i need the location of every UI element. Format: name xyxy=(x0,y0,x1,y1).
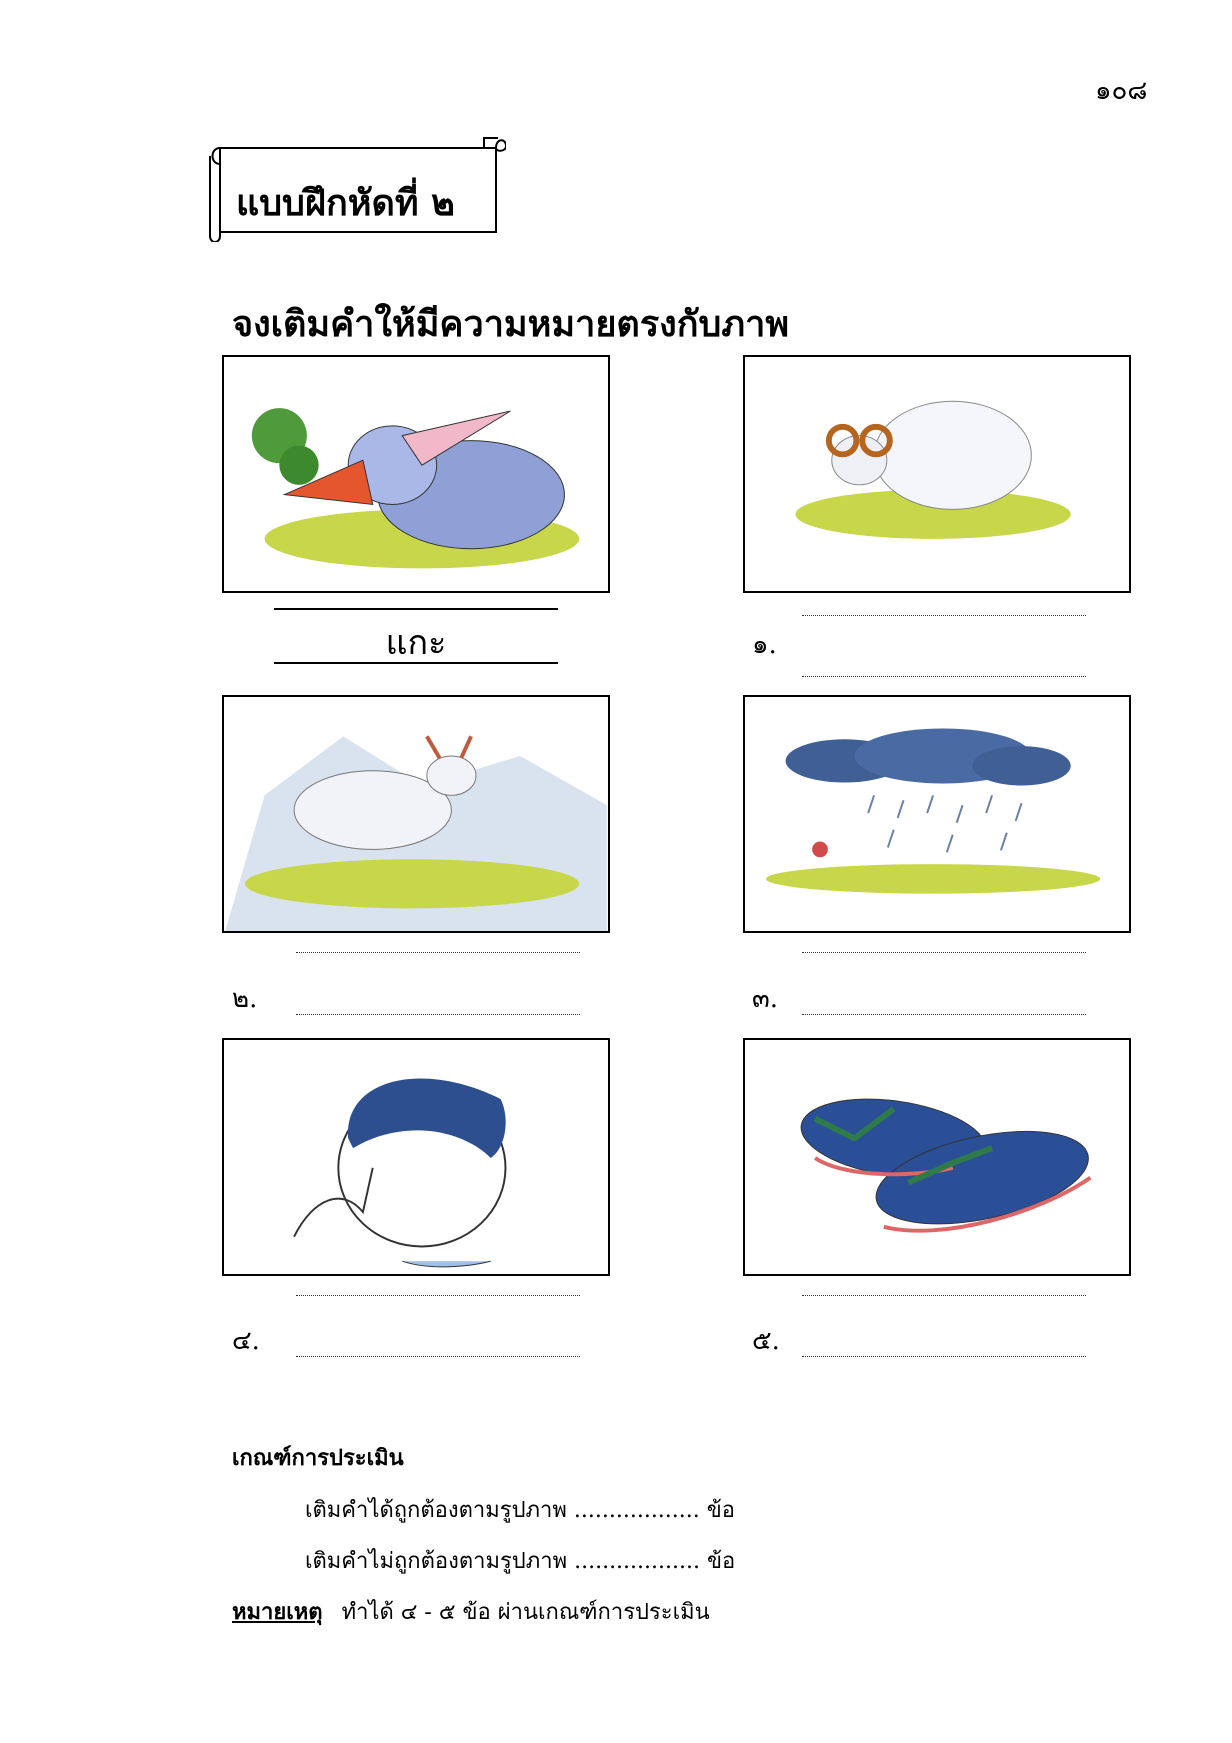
picture-frame-rabbit xyxy=(222,355,610,593)
answer-bottom-line xyxy=(274,662,558,664)
picture-frame-goat xyxy=(222,695,610,933)
answer-dotted-line xyxy=(802,615,1086,616)
page-number: ๑๐๘ xyxy=(1095,76,1148,106)
item-number-2: ๒. xyxy=(232,984,258,1014)
item-number-1: ๑. xyxy=(752,630,777,660)
example-answer: แกะ xyxy=(385,623,447,663)
evaluation-note xyxy=(232,1594,710,1629)
goat-illustration xyxy=(224,697,608,931)
item-number-3: ๓. xyxy=(752,984,779,1014)
exercise-title-banner xyxy=(206,136,506,242)
answer-field-1[interactable] xyxy=(802,676,1086,677)
slippers-illustration xyxy=(745,1040,1129,1274)
picture-frame-rain xyxy=(743,695,1131,933)
rain-cloud-illustration xyxy=(745,697,1129,931)
instruction-text: จงเติมคำให้มีความหมายตรงกับภาพ xyxy=(232,303,790,345)
answer-field-4[interactable] xyxy=(296,1356,580,1357)
note-text: ทำได้ ๔ - ๕ ข้อ ผ่านเกณฑ์การประเมิน xyxy=(341,1600,710,1625)
exercise-title: แบบฝึกหัดที่ ๒ xyxy=(236,182,455,224)
answer-field-5[interactable] xyxy=(802,1356,1086,1357)
boy-touching-nose-illustration xyxy=(224,1040,608,1274)
evaluation-correct: เติมคำได้ถูกต้องตามรูปภาพ .................. ข้อ xyxy=(305,1498,736,1523)
answer-dotted-line xyxy=(296,1295,580,1296)
note-label: หมายเหตุ xyxy=(232,1599,323,1625)
item-number-5: ๕. xyxy=(752,1326,780,1356)
answer-field-3[interactable] xyxy=(802,1014,1086,1015)
answer-dotted-line xyxy=(802,1295,1086,1296)
picture-frame-boy xyxy=(222,1038,610,1276)
answer-dotted-line xyxy=(296,952,580,953)
evaluation-title: เกณฑ์การประเมิน xyxy=(232,1445,404,1471)
answer-field-2[interactable] xyxy=(296,1014,580,1015)
picture-frame-sheep xyxy=(743,355,1131,593)
sheep-illustration xyxy=(745,357,1129,591)
answer-dotted-line xyxy=(802,952,1086,953)
item-number-4: ๔. xyxy=(232,1326,260,1356)
rabbit-illustration xyxy=(224,357,608,591)
evaluation-incorrect: เติมคำไม่ถูกต้องตามรูปภาพ .................. ข้อ xyxy=(305,1549,736,1574)
picture-frame-slippers xyxy=(743,1038,1131,1276)
answer-top-line xyxy=(274,608,558,610)
